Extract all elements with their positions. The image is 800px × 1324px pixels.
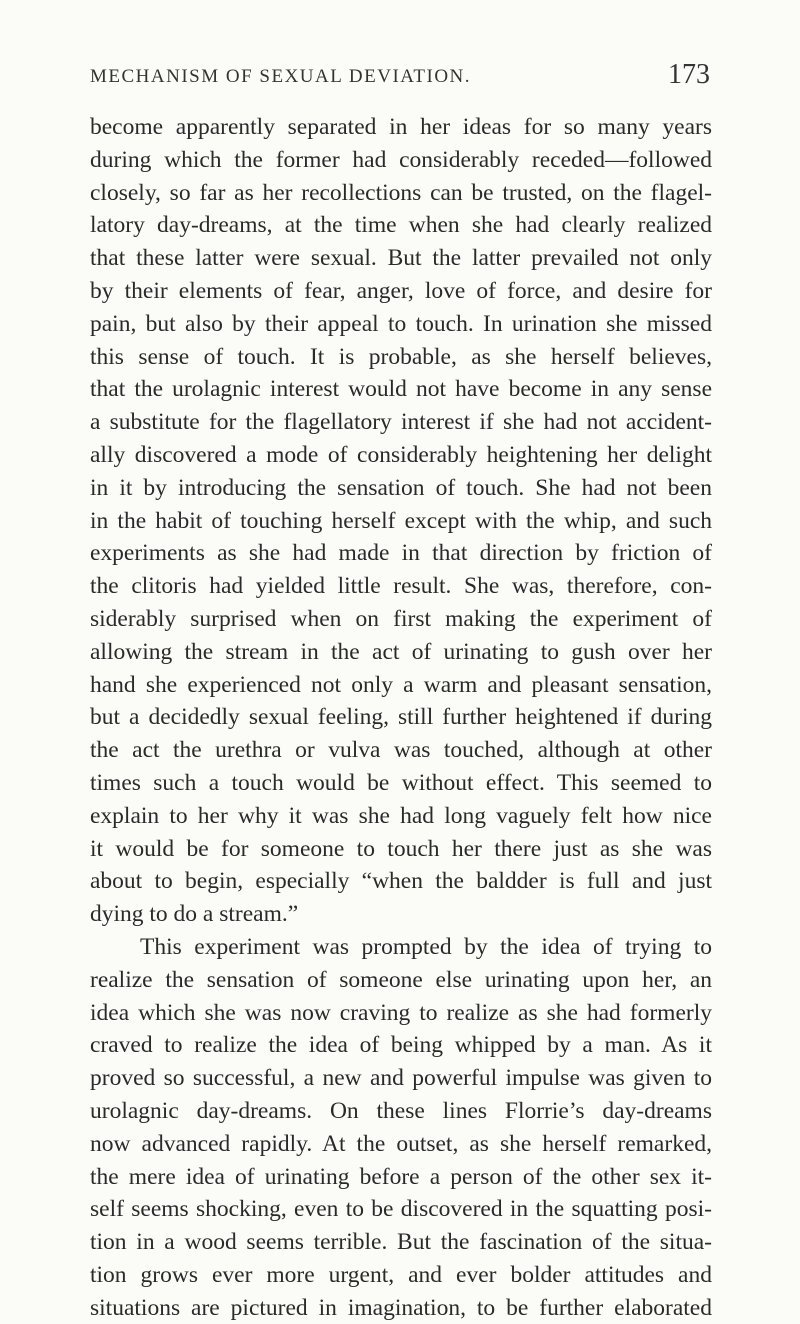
- text-line: self seems shocking, even to be discovered in the squatting posi-: [90, 1196, 712, 1223]
- text-line: hand she experienced not only a warm and pleasant sensation,: [90, 671, 712, 698]
- body-text: [90, 111, 712, 1324]
- text-line: craved to realize the idea of being whipped by a man. As it: [90, 1032, 712, 1059]
- text-line: but a decidedly sexual feeling, still further heightened if during: [90, 704, 712, 731]
- text-line: in it by introducing the sensation of touch. She had not been: [90, 474, 712, 501]
- text-line: this sense of touch. It is probable, as she herself believes,: [90, 343, 712, 370]
- text-line: allowing the stream in the act of urinating to gush over her: [90, 638, 712, 665]
- text-line: by their elements of fear, anger, love of force, and desire for: [90, 277, 712, 304]
- running-head: [90, 59, 710, 92]
- text-line: in the habit of touching herself except with the whip, and such: [90, 507, 712, 534]
- page-number: 173: [668, 59, 710, 90]
- text-line: times such a touch would be without effect. This seemed to: [90, 769, 712, 796]
- text-line: situations are pictured in imagination, to be further elaborated: [90, 1294, 712, 1321]
- text-line: closely, so far as her recollections can be trusted, on the flagel-: [90, 179, 712, 206]
- text-line: dying to do a stream.”: [90, 901, 299, 928]
- text-line: the mere idea of urinating before a person of the other sex it-: [90, 1163, 712, 1190]
- text-line: explain to her why it was she had long vaguely felt how nice: [90, 802, 712, 829]
- text-line: pain, but also by their appeal to touch. In urination she missed: [90, 310, 712, 337]
- text-line: about to begin, especially “when the baldder is full and just: [90, 868, 712, 895]
- text-line: tion in a wood seems terrible. But the fascination of the situa-: [90, 1229, 712, 1256]
- text-line: the clitoris had yielded little result. She was, therefore, con-: [90, 573, 712, 600]
- text-line: it would be for someone to touch her there just as she was: [90, 835, 712, 862]
- text-line: siderably surprised when on first making the experiment of: [90, 605, 712, 632]
- text-line: tion grows ever more urgent, and ever bolder attitudes and: [90, 1261, 712, 1288]
- text-line: idea which she was now craving to realize as she had formerly: [90, 999, 712, 1026]
- text-line: urolagnic day-dreams. On these lines Florrie’s day-dreams: [90, 1097, 712, 1124]
- text-line: proved so successful, a new and powerful impulse was given to: [90, 1065, 712, 1092]
- text-line: become apparently separated in her ideas for so many years: [90, 114, 712, 140]
- text-line: the act the urethra or vulva was touched, although at other: [90, 737, 712, 764]
- running-title: MECHANISM OF SEXUAL DEVIATION.: [90, 66, 472, 87]
- text-line: experiments as she had made in that direction by friction of: [90, 540, 712, 567]
- text-line: a substitute for the flagellatory interest if she had not accident-: [90, 409, 712, 436]
- text-line: now advanced rapidly. At the outset, as she herself remarked,: [90, 1130, 712, 1157]
- text-line: realize the sensation of someone else urinating upon her, an: [90, 966, 712, 993]
- text-line: that these latter were sexual. But the latter prevailed not only: [90, 245, 712, 272]
- text-line: during which the former had considerably receded—followed: [90, 146, 712, 173]
- text-line: latory day-dreams, at the time when she had clearly realized: [90, 212, 712, 239]
- text-line: This experiment was prompted by the idea of trying to: [140, 933, 712, 960]
- text-line: that the urolagnic interest would not have become in any sense: [90, 376, 712, 403]
- text-line: ally discovered a mode of considerably heightening her delight: [90, 441, 712, 468]
